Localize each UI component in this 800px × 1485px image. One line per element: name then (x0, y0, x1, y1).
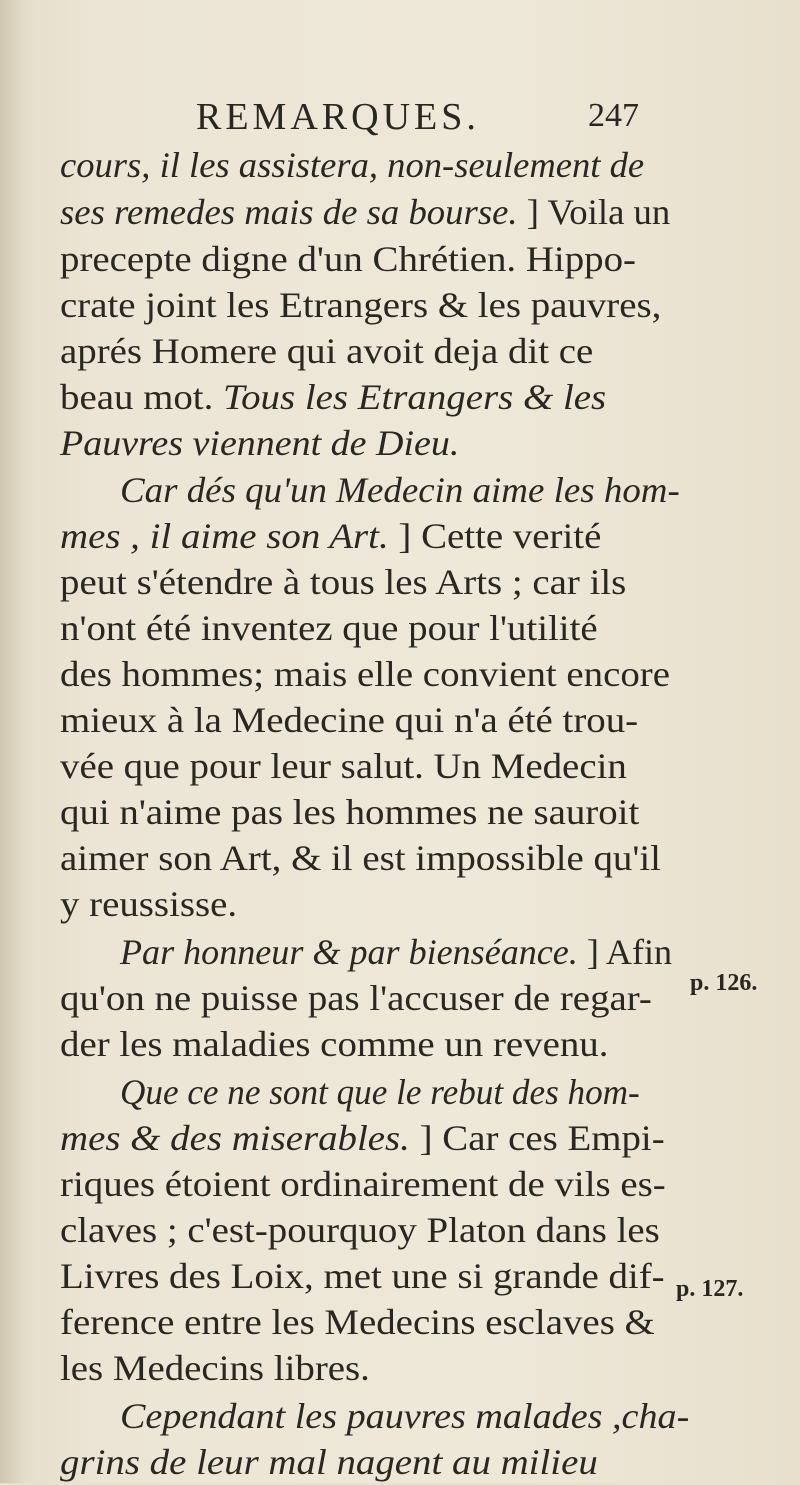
roman-text: y reussisse. (60, 884, 238, 924)
running-title: REMARQUES. (196, 96, 480, 138)
text-line (60, 1345, 370, 1391)
roman-text: riques étoient ordinairement de vils es- (60, 1164, 666, 1204)
roman-text: qui n'aime pas les hommes ne sauroit (60, 792, 640, 832)
text-line (60, 374, 606, 420)
roman-text: peut s'étendre à tous les Arts ; car ils (60, 562, 627, 602)
roman-text: des hommes; mais elle convient encore (60, 654, 671, 694)
text-line (60, 651, 670, 697)
roman-text: ] Cette verité (388, 516, 602, 556)
text-line (60, 975, 652, 1021)
text-line (60, 420, 459, 466)
text-line (60, 835, 661, 881)
text-line (60, 1021, 608, 1067)
italic-text: mes , il aime son Art. (60, 516, 389, 556)
roman-text: aprés Homere qui avoit deja dit ce (60, 331, 594, 371)
page-number: 247 (588, 97, 639, 134)
text-line (60, 1161, 666, 1207)
roman-text: vée que pour leur salut. Un Medecin (60, 746, 627, 786)
roman-text: les Medecins libres. (60, 1348, 370, 1388)
margin-note: p. 127. (676, 1276, 744, 1302)
roman-text: mieux à la Medecine qui n'a été trou- (60, 700, 639, 740)
text-line (120, 929, 672, 975)
text-line (60, 1253, 665, 1299)
italic-text: Car dés qu'un Medecin aime les hom- (120, 470, 680, 510)
roman-text: der les maladies comme un revenu. (60, 1024, 609, 1064)
roman-text: claves ; c'est-pourquoy Platon dans les (60, 1210, 660, 1250)
text-line (60, 236, 636, 282)
text-line (60, 142, 644, 188)
roman-text: qu'on ne puisse pas l'accuser de regar- (60, 978, 652, 1018)
text-line (60, 559, 626, 605)
italic-text: Pauvres viennent de Dieu. (60, 423, 460, 463)
italic-text: Tous les Etrangers & les (223, 377, 607, 417)
italic-text: mes & des miserables. (60, 1118, 410, 1158)
roman-text: aimer son Art, & il est impossible qu'il (60, 838, 661, 878)
italic-text: cours, il les assistera, non-seulement de (60, 145, 645, 185)
text-line (60, 282, 661, 328)
italic-text: grins de leur mal nagent au milieu (60, 1442, 598, 1482)
text-line (60, 605, 598, 651)
margin-note: p. 126. (690, 970, 758, 996)
text-line (60, 328, 593, 374)
roman-text: crate joint les Etrangers & les pauvres, (60, 285, 662, 325)
roman-text: precepte digne d'un Chrétien. Hippo- (60, 239, 636, 279)
italic-text: Cependant les pauvres malades ,cha- (120, 1396, 690, 1436)
roman-text: ] Afin (577, 932, 673, 972)
text-line (60, 189, 670, 235)
text-line (120, 1069, 640, 1115)
text-line (120, 467, 680, 513)
roman-text: ] Voila un (517, 192, 671, 232)
text-line (60, 1115, 665, 1161)
italic-text: Que ce ne sont que le rebut des hom- (120, 1072, 640, 1112)
text-line (60, 1439, 598, 1485)
roman-text: ference entre les Medecins esclaves & (60, 1302, 655, 1342)
text-line (120, 1393, 689, 1439)
text-line (60, 789, 639, 835)
italic-text: ses remedes mais de sa bourse. (60, 192, 518, 232)
roman-text: ] Car ces Empi- (409, 1118, 665, 1158)
roman-text: beau mot. (60, 377, 224, 417)
text-line (60, 697, 638, 743)
text-line (60, 1299, 655, 1345)
roman-text: Livres des Loix, met une si grande dif- (60, 1256, 665, 1296)
text-line (60, 743, 627, 789)
page-gutter-shadow (0, 0, 26, 1483)
italic-text: Par honneur & par bienséance. (120, 932, 578, 972)
text-line (60, 881, 237, 927)
roman-text: n'ont été inventez que pour l'utilité (60, 608, 598, 648)
text-line (60, 1207, 660, 1253)
text-line (60, 513, 601, 559)
